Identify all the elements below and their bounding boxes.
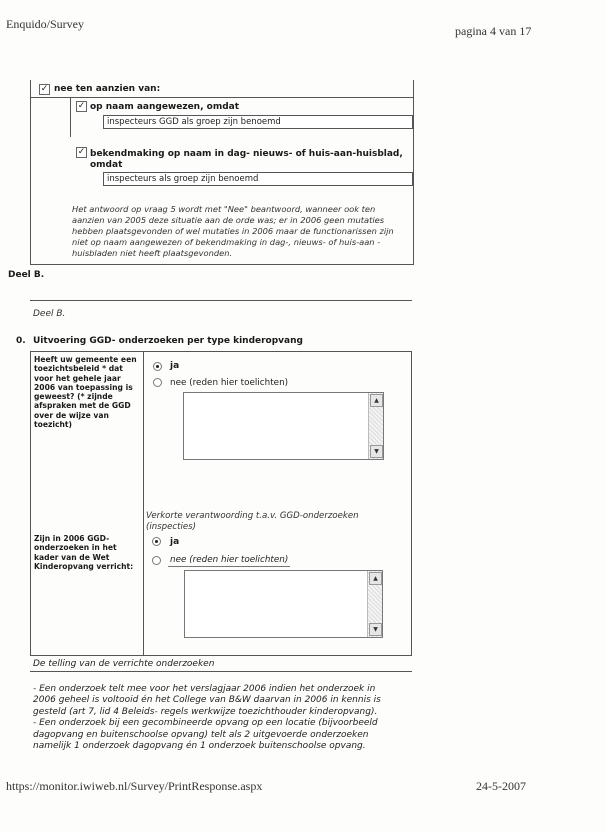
note-line: Het antwoord op vraag 5 wordt met "Nee" beantwoord, wanneer ook ten	[72, 204, 376, 214]
telling-line: namelijk 1 onderzoek dagopvang én 1 onderzoek buitenschoolse opvang.	[33, 741, 366, 752]
top-box-left-border	[30, 80, 31, 265]
question-line: over de wijze van	[34, 410, 109, 420]
sub1-left-border	[70, 97, 71, 137]
checkbox-nee-ten-aanzien[interactable]: ✓	[40, 84, 49, 94]
section-box-column-divider	[143, 351, 144, 656]
question-line: kader van de Wet	[34, 552, 110, 562]
section-box-right	[411, 351, 412, 656]
note-line: hebben plaatsgevonden of wel mutaties in 2006 maar de functionarissen zijn	[72, 226, 394, 236]
section-title: Uitvoering GGD- onderzoeken per type kinderopvang	[33, 336, 303, 346]
checkbox-op-naam-aangewezen[interactable]: ✓	[77, 101, 86, 111]
footer-date: 24-5-2007	[476, 779, 526, 793]
input-op-naam-reden[interactable]: inspecteurs GGD als groep zijn benoemd	[103, 115, 413, 129]
question-line: toezichtsbeleid * dat	[34, 364, 123, 374]
telling-text	[33, 684, 381, 752]
question-line: toezicht)	[34, 420, 73, 430]
label-op-naam-aangewezen: op naam aangewezen, omdat	[90, 102, 240, 112]
top-box-bottom-border	[30, 264, 414, 265]
scroll-down-icon[interactable]: ▼	[370, 445, 383, 458]
telling-line: dagopvang en buitenschoolse opvang) telt als 2 uitgevoerde onderzoeken	[33, 729, 369, 740]
section-box-left	[30, 351, 31, 656]
input-bekendmaking-reden[interactable]: inspecteurs als groep zijn benoemd	[103, 172, 413, 186]
question-line: Heeft uw gemeente een	[34, 355, 137, 364]
footer-url: https://monitor.iwiweb.nl/Survey/PrintResponse.aspx	[6, 779, 263, 793]
radio-q2-ja-label: ja	[170, 537, 180, 547]
q2-caption	[146, 511, 359, 533]
label-nee-ten-aanzien: nee ten aanzien van:	[54, 84, 161, 94]
deel-b-subheading: Deel B.	[33, 309, 66, 319]
question-toezichtsbeleid	[34, 355, 137, 429]
scrollbar-q2[interactable]	[367, 571, 382, 637]
telling-divider	[30, 671, 412, 672]
question-line: afspraken met de GGD	[34, 401, 131, 411]
section-box-top	[30, 351, 412, 352]
label-bekendmaking-line2: omdat	[90, 160, 123, 170]
radio-q1-ja[interactable]	[153, 362, 162, 371]
header-page-number: pagina 4 van 17	[455, 24, 532, 38]
telling-line: - Een onderzoek telt mee voor het verslagjaar 2006 indien het onderzoek in	[33, 684, 376, 694]
note-line: aanzien van 2005 deze situatie aan de orde was; er in 2006 geen mutaties	[72, 215, 385, 225]
scroll-down-icon[interactable]: ▼	[369, 623, 382, 636]
top-box-top-border	[30, 97, 413, 98]
deel-b-heading: Deel B.	[8, 270, 45, 280]
textarea-q1-toelichting[interactable]	[183, 392, 384, 460]
telling-title: De telling van de verrichte onderzoeken	[33, 659, 215, 669]
scroll-up-icon[interactable]: ▲	[369, 572, 382, 585]
note-text	[72, 204, 394, 259]
deel-b-divider	[30, 300, 412, 301]
radio-q1-ja-label: ja	[170, 361, 180, 371]
scroll-up-icon[interactable]: ▲	[370, 394, 383, 407]
note-line: huisbladen niet heeft plaatsgevonden.	[72, 248, 233, 258]
textarea-q2-toelichting[interactable]	[184, 570, 383, 638]
header-app-title: Enquido/Survey	[6, 17, 84, 31]
radio-q2-nee-label: nee (reden hier toelichten)	[170, 555, 289, 565]
telling-line: gesteld (art 7, lid 4 Beleids- regels werkwijze toezichthouder kinderopvang).	[33, 706, 378, 717]
q2-caption-line: (inspecties)	[146, 522, 197, 532]
question-line: Kinderopvang verricht:	[34, 561, 134, 571]
radio-q1-nee-label: nee (reden hier toelichten)	[170, 378, 289, 388]
question-line: Zijn in 2006 GGD-	[34, 534, 110, 543]
question-ggd-onderzoeken	[34, 534, 133, 571]
checkbox-bekendmaking[interactable]: ✓	[77, 147, 86, 157]
q2-caption-line: Verkorte verantwoording t.a.v. GGD-onderzoeken	[146, 511, 359, 521]
note-line: niet op naam aangewezen of bekendmaking in dag-, nieuws- of huis-aan -	[72, 237, 381, 247]
top-box-right-border	[413, 80, 414, 265]
radio-q2-nee-underline	[168, 566, 290, 567]
telling-line: - Een onderzoek bij een gecombineerde opvang op een locatie (bijvoorbeeld	[33, 718, 378, 729]
section-box-bottom	[30, 655, 412, 656]
question-line: onderzoeken in het	[34, 543, 117, 553]
scrollbar-q1[interactable]	[368, 393, 383, 459]
section-number: 0.	[16, 336, 26, 346]
radio-q2-ja[interactable]	[152, 537, 161, 546]
label-bekendmaking-line1: bekendmaking op naam in dag- nieuws- of huis-aan-huisblad,	[90, 149, 403, 159]
question-line: 2006 van toepassing is	[34, 382, 133, 392]
radio-q2-nee[interactable]	[152, 556, 161, 565]
question-line: voor het gehele jaar	[34, 373, 121, 383]
question-line: geweest? (* zijnde	[34, 392, 113, 402]
radio-q1-nee[interactable]	[153, 378, 162, 387]
telling-line: 2006 geheel is voltooid én het College van B&W daarvan in 2006 in kennis is	[33, 695, 381, 706]
